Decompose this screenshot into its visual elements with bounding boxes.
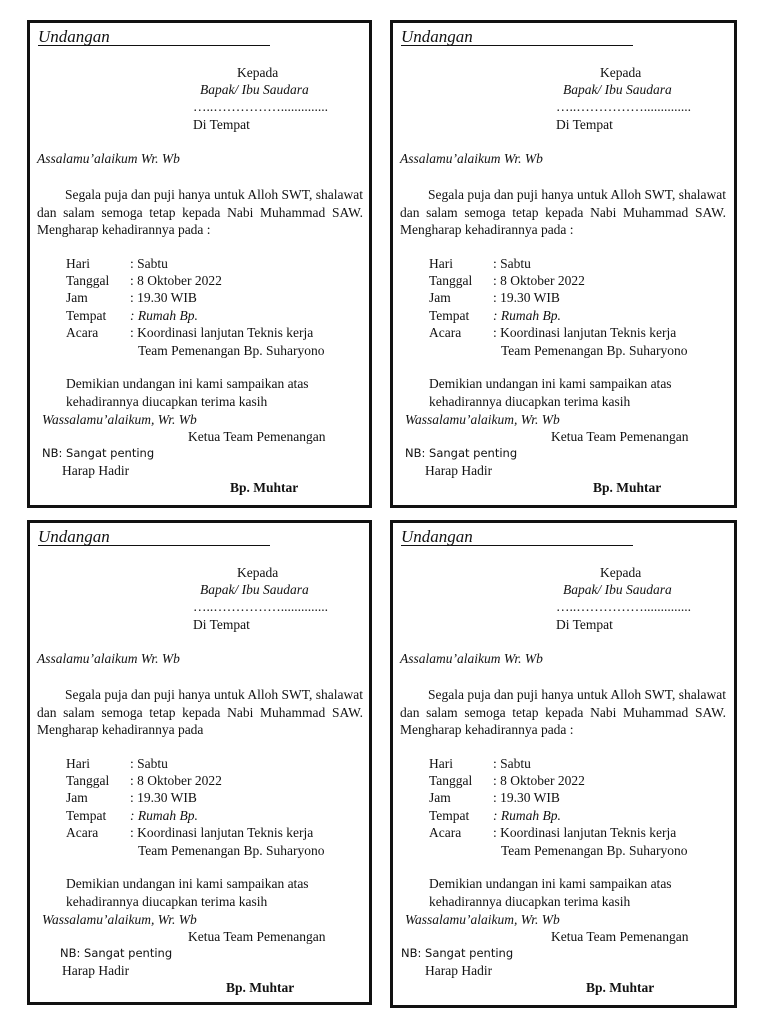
signer-name: Bp. Muhtar [593,480,662,495]
acara-continuation: Team Pemenangan Bp. Suharyono [501,843,688,858]
detail-value-hari: : Sabtu [493,256,531,271]
card-title: Undangan [38,27,110,46]
closing-line-2: kehadirannya diucapkan terima kasih [66,394,268,409]
harap-hadir: Harap Hadir [425,463,493,478]
detail-label-tempat: Tempat [66,308,107,323]
detail-value-acara: : Koordinasi lanjutan Teknis kerja [493,825,677,840]
closing-line-1: Demikian undangan ini kami sampaikan atas [429,876,672,891]
detail-value-jam: : 19.30 WIB [130,790,197,805]
card-title: Undangan [401,27,473,46]
recipient-text: Bapak/ Ibu Saudara [200,582,309,597]
di-tempat-text: Di Tempat [556,117,613,132]
body-paragraph: Segala puja dan puji hanya untuk Alloh SWT, shalawat dan salam semoga tetap kepada Nabi Muhammad SAW. Mengharap kehadirannya pada : [400,187,726,237]
detail-value-jam: : 19.30 WIB [493,790,560,805]
detail-value-acara: : Koordinasi lanjutan Teknis kerja [493,325,677,340]
acara-continuation: Team Pemenangan Bp. Suharyono [138,343,325,358]
closing-greeting: Wassalamu’alaikum, Wr. Wb [405,912,560,927]
body-paragraph: Segala puja dan puji hanya untuk Alloh SWT, shalawat dan salam semoga tetap kepada Nabi Muhammad SAW. Mengharap kehadirannya pada : [400,687,726,737]
title-underline [38,545,270,546]
recipient-text: Bapak/ Ibu Saudara [563,82,672,97]
signer-name: Bp. Muhtar [586,980,655,995]
signer-role: Ketua Team Pemenangan [188,929,326,944]
opening-greeting: Assalamu’alaikum Wr. Wb [37,151,180,166]
detail-value-tanggal: : 8 Oktober 2022 [493,773,585,788]
detail-value-tempat: : Rumah Bp. [493,808,561,823]
closing-greeting: Wassalamu’alaikum, Wr. Wb [405,412,560,427]
title-underline [38,45,270,46]
detail-label-tanggal: Tanggal [429,273,473,288]
detail-label-tempat: Tempat [429,808,470,823]
signer-name: Bp. Muhtar [226,980,295,995]
di-tempat-text: Di Tempat [193,617,250,632]
recipient-dots: …..…………….............. [556,599,691,614]
detail-label-acara: Acara [66,325,99,340]
detail-label-tanggal: Tanggal [429,773,473,788]
detail-label-hari: Hari [66,256,90,271]
nb-note: NB: Sangat penting [405,446,518,460]
title-underline [401,545,633,546]
closing-line-2: kehadirannya diucapkan terima kasih [66,894,268,909]
kepada-text: Kepada [600,565,642,580]
kepada-text: Kepada [600,65,642,80]
recipient-dots: …..…………….............. [193,99,328,114]
body-paragraph: Segala puja dan puji hanya untuk Alloh SWT, shalawat dan salam semoga tetap kepada Nabi Muhammad SAW. Mengharap kehadirannya pada [37,687,363,737]
detail-label-acara: Acara [429,325,462,340]
detail-value-tempat: : Rumah Bp. [130,808,198,823]
detail-value-jam: : 19.30 WIB [130,290,197,305]
detail-label-acara: Acara [429,825,462,840]
detail-value-acara: : Koordinasi lanjutan Teknis kerja [130,325,314,340]
detail-label-jam: Jam [429,290,451,305]
detail-label-jam: Jam [429,790,451,805]
detail-value-tanggal: : 8 Oktober 2022 [130,273,222,288]
detail-label-hari: Hari [66,756,90,771]
di-tempat-text: Di Tempat [193,117,250,132]
nb-note: NB: Sangat penting [401,946,514,960]
recipient-text: Bapak/ Ibu Saudara [200,82,309,97]
detail-label-jam: Jam [66,290,88,305]
invitation-card-2 [390,20,737,508]
detail-value-tanggal: : 8 Oktober 2022 [493,273,585,288]
body-paragraph: Segala puja dan puji hanya untuk Alloh SWT, shalawat dan salam semoga tetap kepada Nabi Muhammad SAW. Mengharap kehadirannya pada : [37,187,363,237]
acara-continuation: Team Pemenangan Bp. Suharyono [138,843,325,858]
di-tempat-text: Di Tempat [556,617,613,632]
invitation-card-4 [390,520,737,1008]
recipient-text: Bapak/ Ibu Saudara [563,582,672,597]
title-underline [401,45,633,46]
kepada-text: Kepada [237,65,279,80]
recipient-dots: …..…………….............. [193,599,328,614]
signer-name: Bp. Muhtar [230,480,299,495]
detail-value-tempat: : Rumah Bp. [130,308,198,323]
detail-label-tanggal: Tanggal [66,773,110,788]
detail-value-hari: : Sabtu [493,756,531,771]
invitation-card-1 [27,20,372,508]
harap-hadir: Harap Hadir [62,963,130,978]
closing-line-1: Demikian undangan ini kami sampaikan atas [66,376,309,391]
card-title: Undangan [401,527,473,546]
opening-greeting: Assalamu’alaikum Wr. Wb [400,651,543,666]
recipient-dots: …..…………….............. [556,99,691,114]
nb-note: NB: Sangat penting [42,446,155,460]
detail-value-acara: : Koordinasi lanjutan Teknis kerja [130,825,314,840]
detail-value-jam: : 19.30 WIB [493,290,560,305]
detail-value-hari: : Sabtu [130,256,168,271]
detail-label-tempat: Tempat [66,808,107,823]
signer-role: Ketua Team Pemenangan [551,929,689,944]
harap-hadir: Harap Hadir [62,463,130,478]
closing-line-1: Demikian undangan ini kami sampaikan atas [66,876,309,891]
detail-value-tanggal: : 8 Oktober 2022 [130,773,222,788]
acara-continuation: Team Pemenangan Bp. Suharyono [501,343,688,358]
detail-label-hari: Hari [429,756,453,771]
closing-greeting: Wassalamu’alaikum, Wr. Wb [42,912,197,927]
opening-greeting: Assalamu’alaikum Wr. Wb [37,651,180,666]
invitation-card-3 [27,520,372,1005]
detail-label-jam: Jam [66,790,88,805]
signer-role: Ketua Team Pemenangan [551,429,689,444]
detail-value-tempat: : Rumah Bp. [493,308,561,323]
detail-value-hari: : Sabtu [130,756,168,771]
detail-label-acara: Acara [66,825,99,840]
nb-note: NB: Sangat penting [60,946,173,960]
closing-line-1: Demikian undangan ini kami sampaikan atas [429,376,672,391]
signer-role: Ketua Team Pemenangan [188,429,326,444]
detail-label-hari: Hari [429,256,453,271]
closing-line-2: kehadirannya diucapkan terima kasih [429,394,631,409]
kepada-text: Kepada [237,565,279,580]
closing-line-2: kehadirannya diucapkan terima kasih [429,894,631,909]
closing-greeting: Wassalamu’alaikum, Wr. Wb [42,412,197,427]
card-title: Undangan [38,527,110,546]
harap-hadir: Harap Hadir [425,963,493,978]
detail-label-tanggal: Tanggal [66,273,110,288]
detail-label-tempat: Tempat [429,308,470,323]
opening-greeting: Assalamu’alaikum Wr. Wb [400,151,543,166]
